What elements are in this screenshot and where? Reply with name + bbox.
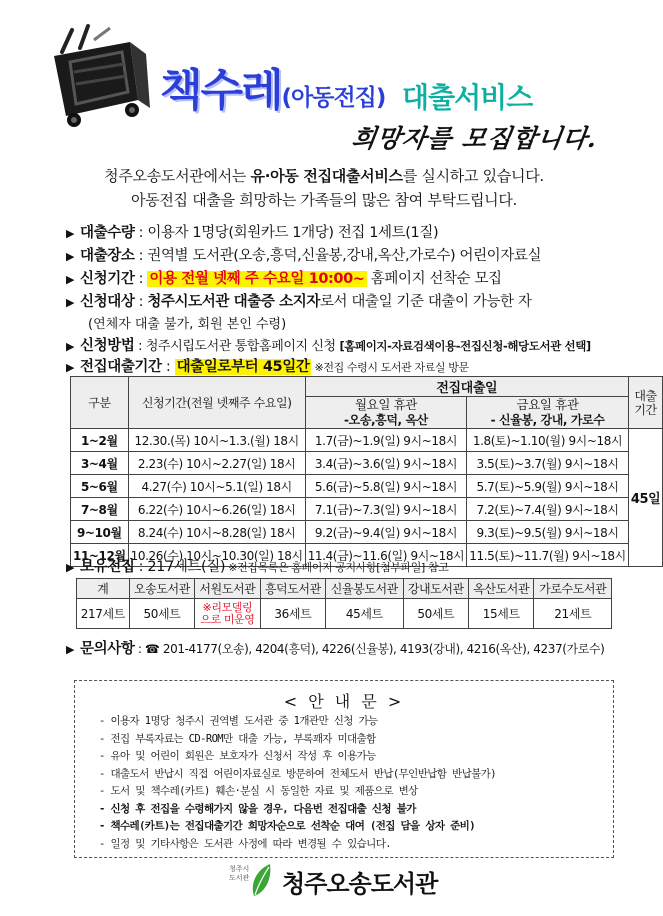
collection-note: ※전집목록은 홈페이지 공지사항[첨부파일] 참고 bbox=[225, 561, 449, 574]
cell-mon: 9.2(금)~9.4(일) 9시~18시 bbox=[305, 521, 467, 544]
cell-fri: 5.7(토)~5.9(월) 9시~18시 bbox=[467, 475, 629, 498]
collection-header: 강내도서관 bbox=[403, 579, 468, 599]
library-name: 청주오송도서관 bbox=[282, 870, 438, 898]
list-item: - 이용자 1명당 청주시 권역별 도서관 중 1개관만 신청 가능 bbox=[99, 715, 378, 727]
header-monday-closed bbox=[305, 397, 467, 429]
info-target bbox=[66, 290, 531, 311]
collection-header: 오송도서관 bbox=[129, 579, 194, 599]
collection-header: 흥덕도서관 bbox=[260, 579, 325, 599]
target-note: (연체자 대출 불가, 회원 본인 수령) bbox=[88, 317, 287, 332]
cell-fri: 1.8(토)~1.10(월) 9시~18시 bbox=[467, 429, 629, 452]
bullet-icon: ▶ bbox=[66, 227, 75, 240]
table-row bbox=[71, 452, 663, 475]
method-path: [홈페이지-자료검색이용-전집신청-해당도서관 선택] bbox=[339, 339, 591, 353]
notice-list bbox=[99, 713, 496, 853]
info-label: 대출장소 bbox=[80, 248, 135, 264]
header-friday-closed bbox=[467, 397, 629, 429]
cell-apply: 6.22(수) 10시~6.26(일) 18시 bbox=[128, 498, 305, 521]
target-bold: 청주시도서관 대출증 소지자 bbox=[147, 294, 320, 310]
header-apply: 신청기간(전월 넷째주 수요일) bbox=[128, 377, 305, 429]
info-label: 문의사항 bbox=[80, 641, 135, 657]
cell-mon: 1.7(금)~1.9(일) 9시~18시 bbox=[305, 429, 467, 452]
info-label: 보유전집 bbox=[80, 559, 135, 575]
collection-header: 옥산도서관 bbox=[468, 579, 533, 599]
info-value: : 이용자 1명당(회원카드 1개당) 전집 1세트(1질) bbox=[134, 225, 439, 241]
cell-month: 1~2월 bbox=[71, 429, 129, 452]
bullet-icon: ▶ bbox=[66, 561, 75, 574]
collection-header: 가로수도서관 bbox=[534, 579, 612, 599]
cell-mon: 3.4(금)~3.6(일) 9시~18시 bbox=[305, 452, 467, 475]
page-title bbox=[160, 54, 385, 118]
info-label: 신청방법 bbox=[80, 338, 135, 354]
info-collection bbox=[66, 555, 448, 576]
cell-month: 5~6월 bbox=[71, 475, 129, 498]
header-division: 구분 bbox=[71, 377, 129, 429]
notice-title: < 안 내 문 > bbox=[283, 692, 405, 711]
bullet-icon: ▶ bbox=[66, 250, 75, 263]
info-value: : 217세트(질) bbox=[134, 559, 226, 575]
contact-value: : ☎ 201-4177(오송), 4204(흥덕), 4226(신율봉), 4193(강내), 4216(옥산), 4237(가로수) bbox=[134, 642, 605, 656]
intro-line-1 bbox=[0, 165, 648, 186]
cell-apply: 2.23(수) 10시~2.27(일) 18시 bbox=[128, 452, 305, 475]
intro-text: 를 실시하고 있습니다. bbox=[402, 167, 544, 185]
bullet-icon: ▶ bbox=[66, 273, 75, 286]
info-value: 홈페이지 선착순 모집 bbox=[366, 271, 502, 287]
table-row bbox=[71, 498, 663, 521]
collection-table bbox=[76, 578, 612, 629]
bullet-icon: ▶ bbox=[66, 296, 75, 309]
table-row bbox=[71, 521, 663, 544]
cell-mon: 5.6(금)~5.8(일) 9시~18시 bbox=[305, 475, 467, 498]
cell-month: 9~10월 bbox=[71, 521, 129, 544]
cell-mon: 11.4(금)~11.6(일) 9시~18시 bbox=[305, 544, 467, 567]
collection-header: 계 bbox=[77, 579, 130, 599]
info-period bbox=[66, 267, 502, 288]
info-value: : 청주시립도서관 통합홈페이지 신청 bbox=[134, 339, 340, 354]
cell-fri: 3.5(토)~3.7(월) 9시~18시 bbox=[467, 452, 629, 475]
collection-value: 21세트 bbox=[534, 599, 612, 629]
recruit-slogan: 희망자를 모집합니다. bbox=[349, 124, 600, 153]
info-value: : 권역별 도서관(오송,흥덕,신율봉,강내,옥산,가로수) 어린이자료실 bbox=[134, 248, 542, 264]
info-label: 대출수량 bbox=[80, 225, 135, 241]
term-line: 대출 bbox=[634, 388, 657, 403]
intro-line-2: 아동전집 대출을 희망하는 가족들의 많은 참여 부탁드립니다. bbox=[130, 191, 518, 209]
collection-value: 217세트 bbox=[77, 599, 130, 629]
intro-text: 청주오송도서관에서는 bbox=[104, 167, 251, 185]
info-label: 신청기간 bbox=[80, 271, 135, 287]
collection-value: 36세트 bbox=[260, 599, 325, 629]
list-item: - 도서 및 책수레(카트) 훼손·분실 시 동일한 자료 및 제품으로 변상 bbox=[99, 785, 418, 797]
collection-value: 45세트 bbox=[326, 599, 403, 629]
logo-small-text: 청주시 bbox=[229, 865, 250, 873]
notice-box bbox=[74, 680, 614, 858]
list-item: - 유아 및 어린이 회원은 보호자가 신청서 작성 후 이용가능 bbox=[99, 750, 376, 762]
list-item: - 책수레(카트)는 전집대출기간 희망자순으로 선착순 대여 (전집 담을 상자 준비) bbox=[99, 820, 475, 832]
cell-month: 11~12월 bbox=[71, 544, 129, 567]
header-text: 월요일 휴관 bbox=[354, 397, 417, 412]
cell-apply: 8.24(수) 10시~8.28(일) 18시 bbox=[128, 521, 305, 544]
info-label: 신청대상 bbox=[80, 294, 135, 310]
cell-fri: 7.2(토)~7.4(월) 9시~18시 bbox=[467, 498, 629, 521]
bullet-icon: ▶ bbox=[66, 643, 75, 656]
list-item: - 일정 및 기타사항은 도서관 사정에 따라 변경될 수 있습니다. bbox=[99, 837, 391, 850]
collection-header: 서원도서관 bbox=[195, 579, 260, 599]
cell-mon: 7.1(금)~7.3(일) 9시~18시 bbox=[305, 498, 467, 521]
loan-period-highlight: 대출일로부터 45일간 bbox=[176, 359, 310, 375]
cell-term: 45일 bbox=[628, 429, 662, 567]
cell-fri: 11.5(토)~11.7(월) 9시~18시 bbox=[467, 544, 629, 567]
period-highlight: 이용 전월 넷째 주 수요일 10:00~ bbox=[149, 271, 365, 287]
title-service: 대출서비스 bbox=[402, 81, 533, 114]
list-item: - 신청 후 전집을 수령해가지 않을 경우, 다음번 전집대출 신청 불가 bbox=[99, 802, 416, 815]
header-text: -오송,흥덕, 옥산 bbox=[344, 413, 428, 427]
seowon-note-line: ※리모델링 bbox=[202, 600, 253, 614]
seowon-note-line: 으로 미운영 bbox=[200, 612, 255, 626]
bullet-icon: ▶ bbox=[66, 361, 75, 374]
info-label: 전집대출기간 bbox=[80, 359, 162, 375]
list-item: - 대출도서 반납시 직접 어린이자료실로 방문하여 전체도서 반납(무인반납함 반납불가) bbox=[99, 767, 496, 780]
cell-fri: 9.3(토)~9.5(월) 9시~18시 bbox=[467, 521, 629, 544]
collection-header: 신율봉도서관 bbox=[326, 579, 403, 599]
seowon-note bbox=[195, 599, 260, 629]
info-loan-period bbox=[66, 355, 469, 376]
cell-month: 7~8월 bbox=[71, 498, 129, 521]
cell-month: 3~4월 bbox=[71, 452, 129, 475]
book-cart-icon bbox=[40, 22, 152, 134]
separator: : bbox=[134, 271, 148, 287]
list-item: - 전집 부록자료는 CD-ROM만 대출 가능, 부록꽤자 미대출함 bbox=[99, 732, 376, 745]
bullet-icon: ▶ bbox=[66, 340, 75, 353]
table-row bbox=[71, 475, 663, 498]
title-main: 책수레 bbox=[160, 65, 282, 116]
library-logo-icon bbox=[228, 860, 274, 900]
info-contact bbox=[66, 637, 604, 658]
intro-bold: 유·아동 전집대출서비스 bbox=[250, 167, 403, 185]
loan-period-note: ※전집 수령시 도서관 자료실 방문 bbox=[311, 361, 469, 374]
header-text: 금요일 휴관 bbox=[516, 397, 579, 412]
table-row bbox=[71, 429, 663, 452]
collection-value: 15세트 bbox=[468, 599, 533, 629]
table-row bbox=[77, 599, 612, 629]
info-value: 로서 대출일 기준 대출이 가능한 자 bbox=[319, 294, 532, 310]
separator: : bbox=[134, 294, 148, 310]
separator: : bbox=[161, 359, 175, 375]
cell-apply: 10.26(수) 10시~10.30(일) 18시 bbox=[128, 544, 305, 567]
header-term bbox=[628, 377, 662, 429]
header-loan: 전집대출일 bbox=[305, 377, 628, 397]
cell-apply: 12.30.(목) 10시~1.3.(월) 18시 bbox=[128, 429, 305, 452]
cell-apply: 4.27(수) 10시~5.1(일) 18시 bbox=[128, 475, 305, 498]
term-line: 기간 bbox=[634, 402, 657, 417]
info-place bbox=[66, 244, 541, 265]
header-text: - 신율봉, 강내, 가로수 bbox=[490, 413, 605, 427]
collection-value: 50세트 bbox=[129, 599, 194, 629]
info-quantity bbox=[66, 221, 438, 242]
schedule-table bbox=[70, 376, 663, 567]
logo-small-text: 도서관 bbox=[229, 874, 250, 882]
info-method bbox=[66, 334, 591, 355]
title-sub: (아동전집) bbox=[281, 85, 386, 111]
collection-value: 50세트 bbox=[403, 599, 468, 629]
